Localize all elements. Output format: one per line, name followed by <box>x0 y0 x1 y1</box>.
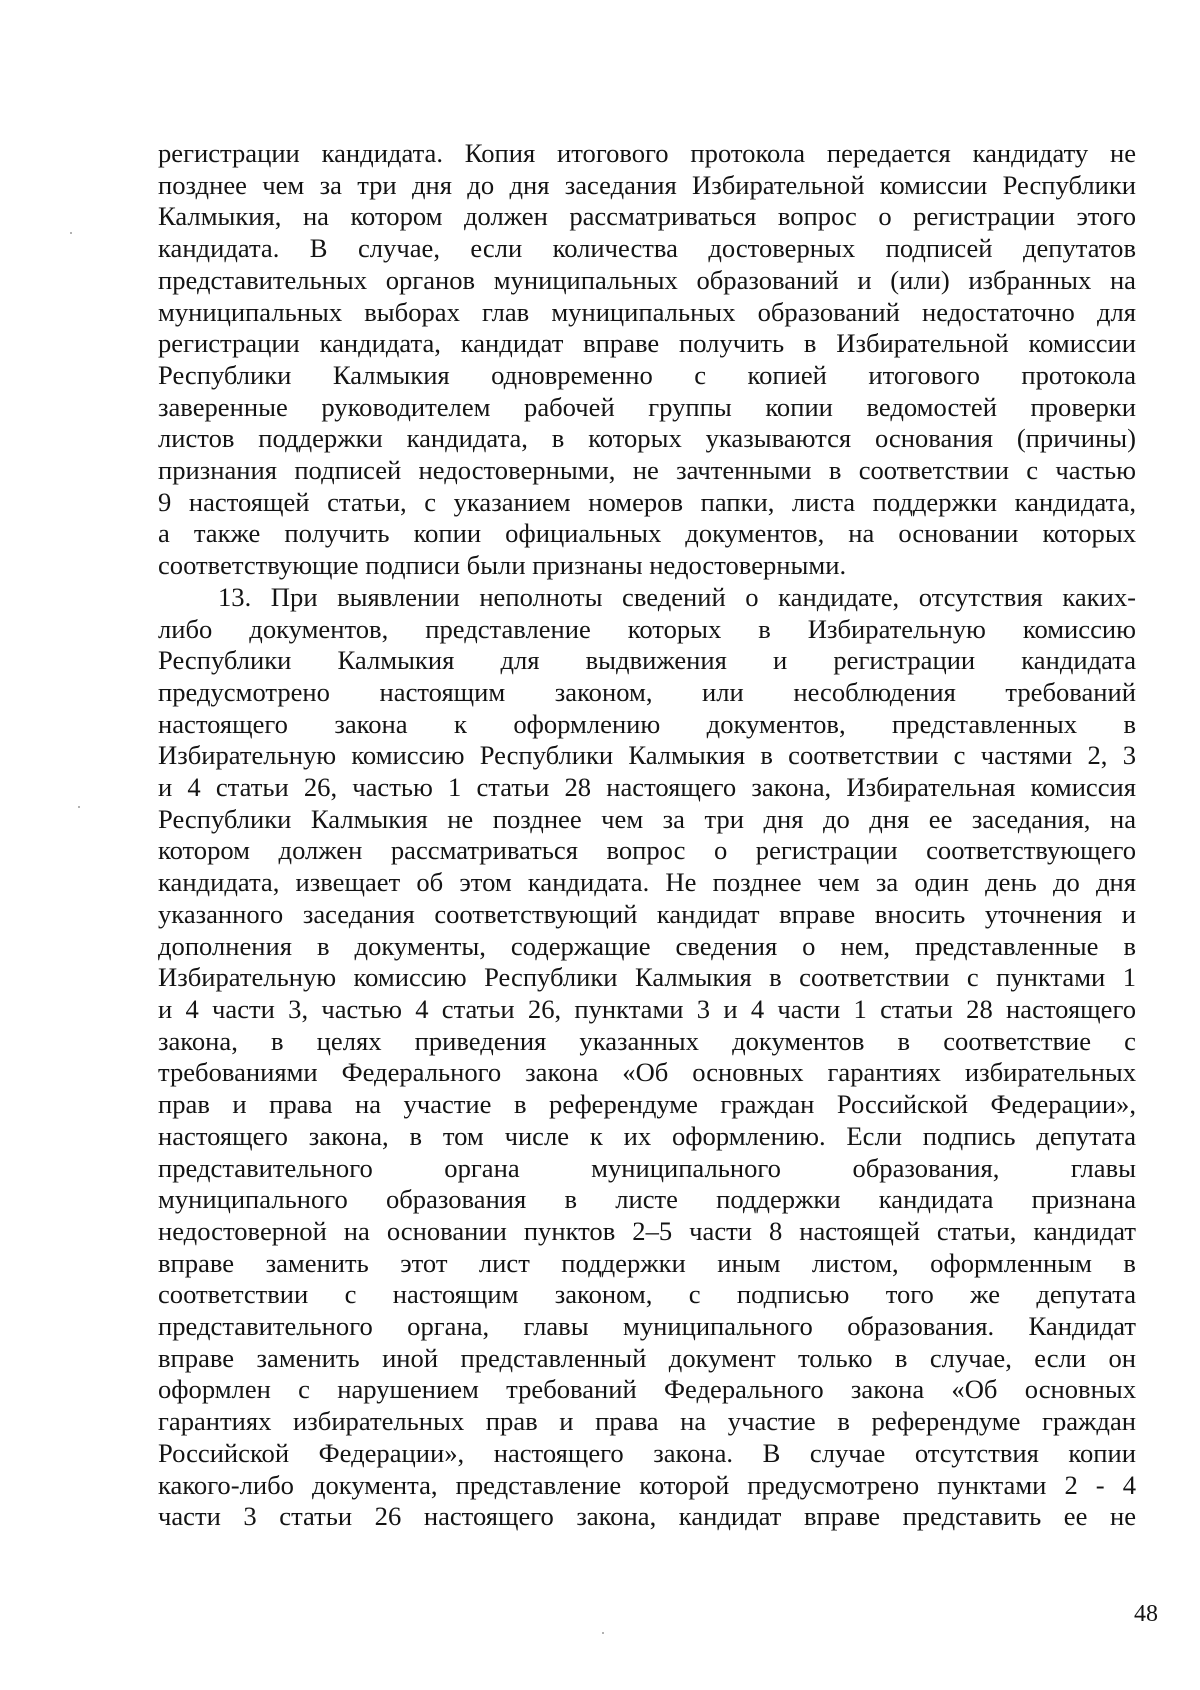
text-line: предусмотрено настоящим законом, или несоблюдения требований <box>158 676 1136 707</box>
text-line: соответствии с настоящим законом, с подписью того же депутата <box>158 1279 1136 1310</box>
text-line: Республики Калмыкия одновременно с копией итогового протокола <box>158 359 1136 390</box>
text-line: указанного заседания соответствующий кандидат вправе вносить уточнения и <box>158 898 1136 929</box>
text-line: закона, в целях приведения указанных документов в соответствие с <box>158 1025 1136 1056</box>
text-line: и 4 статьи 26, частью 1 статьи 28 настоящего закона, Избирательная комиссия <box>158 772 1136 803</box>
page-number: 48 <box>1134 1601 1158 1627</box>
text-line: котором должен рассматриваться вопрос о регистрации соответствующего <box>158 835 1136 866</box>
text-line: кандидата, извещает об этом кандидата. Не позднее чем за один день до дня <box>158 867 1136 898</box>
text-line: регистрации кандидата. Копия итогового протокола передается кандидату не <box>158 138 1136 168</box>
text-line: недостоверной на основании пунктов 2–5 части 8 настоящей статьи, кандидат <box>158 1215 1136 1246</box>
text-line: представительного органа муниципального образования, главы <box>158 1152 1136 1183</box>
text-line: заверенные руководителем рабочей группы копии ведомостей проверки <box>158 391 1136 422</box>
text-line: кандидата. В случае, если количества достоверных подписей депутатов <box>158 233 1136 264</box>
text-line: вправе заменить иной представленный документ только в случае, если он <box>158 1342 1136 1373</box>
text-line: а также получить копии официальных документов, на основании которых <box>158 518 1136 549</box>
paragraph-1 <box>158 138 1136 582</box>
text-line: представительного органа, главы муниципального образования. Кандидат <box>158 1311 1136 1342</box>
document-body <box>158 138 1136 1533</box>
text-line: 13. При выявлении неполноты сведений о кандидате, отсутствия каких- <box>218 581 1136 612</box>
text-line: признания подписей недостоверными, не зачтенными в соответствии с частью <box>158 455 1136 486</box>
text-line: какого-либо документа, представление которой предусмотрено пунктами 2 - 4 <box>158 1469 1136 1500</box>
text-line: гарантиях избирательных прав и права на участие в референдуме граждан <box>158 1406 1136 1437</box>
text-line: Российской Федерации», настоящего закона. В случае отсутствия копии <box>158 1437 1136 1468</box>
text-line: 9 настоящей статьи, с указанием номеров папки, листа поддержки кандидата, <box>158 486 1136 517</box>
text-line: прав и права на участие в референдуме граждан Российской Федерации», <box>158 1089 1136 1120</box>
text-line: настоящего закона, в том числе к их оформлению. Если подпись депутата <box>158 1120 1136 1151</box>
text-line: листов поддержки кандидата, в которых указываются основания (причины) <box>158 423 1136 454</box>
text-line: представительных органов муниципальных образований и (или) избранных на <box>158 264 1136 295</box>
text-line: Калмыкия, на котором должен рассматриваться вопрос о регистрации этого <box>158 201 1136 232</box>
scan-dot <box>602 1632 604 1634</box>
text-line: позднее чем за три дня до дня заседания Избирательной комиссии Республики <box>158 169 1136 200</box>
text-line: либо документов, представление которых в Избирательную комиссию <box>158 613 1136 644</box>
text-line: требованиями Федерального закона «Об основных гарантиях избирательных <box>158 1057 1136 1088</box>
text-line: регистрации кандидата, кандидат вправе получить в Избирательной комиссии <box>158 328 1136 359</box>
text-line: Избирательную комиссию Республики Калмыкия в соответствии с пунктами 1 <box>158 962 1136 993</box>
text-line: Республики Калмыкия не позднее чем за три дня до дня ее заседания, на <box>158 803 1136 834</box>
scan-dot <box>78 806 80 808</box>
text-line: Избирательную комиссию Республики Калмыкия в соответствии с частями 2, 3 <box>158 740 1136 771</box>
text-line: дополнения в документы, содержащие сведения о нем, представленные в <box>158 930 1136 961</box>
scan-dot <box>70 232 72 234</box>
text-line: муниципального образования в листе поддержки кандидата признана <box>158 1184 1136 1215</box>
text-line: муниципальных выборах глав муниципальных образований недостаточно для <box>158 296 1136 327</box>
text-line: части 3 статьи 26 настоящего закона, кандидат вправе представить ее не <box>158 1501 1136 1532</box>
paragraph-13 <box>158 582 1136 1533</box>
text-line: и 4 части 3, частью 4 статьи 26, пунктами 3 и 4 части 1 статьи 28 настоящего <box>158 993 1136 1024</box>
text-line: вправе заменить этот лист поддержки иным листом, оформленным в <box>158 1247 1136 1278</box>
text-line: настоящего закона к оформлению документов, представленных в <box>158 708 1136 739</box>
text-line: соответствующие подписи были признаны недостоверными. <box>158 550 847 581</box>
text-line: оформлен с нарушением требований Федерального закона «Об основных <box>158 1374 1136 1405</box>
text-line: Республики Калмыкия для выдвижения и регистрации кандидата <box>158 645 1136 676</box>
